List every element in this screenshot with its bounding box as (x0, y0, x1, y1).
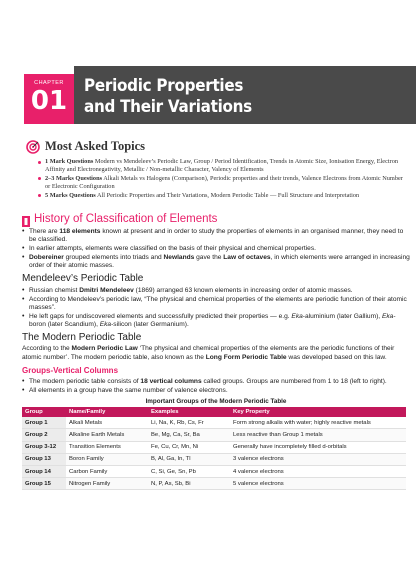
table-cell: 5 valence electrons (230, 478, 406, 490)
table-caption: Important Groups of the Modern Periodic Table (145, 397, 287, 405)
table-row (22, 441, 406, 453)
chapter-header (0, 66, 416, 124)
most-asked-topics (26, 139, 406, 200)
table-cell: 4 valence electrons (230, 465, 406, 477)
table-cell: Transition Elements (66, 441, 148, 453)
table-cell: Group 3-12 (22, 441, 66, 453)
groups-table (22, 407, 406, 491)
chapter-badge (24, 74, 74, 124)
chapter-title-line2: and Their Variations (84, 97, 252, 116)
column-header: Group (22, 407, 66, 417)
table-cell: Be, Mg, Ca, Sr, Ba (148, 429, 230, 441)
chapter-number: 01 (30, 86, 68, 116)
history-bullets (22, 228, 410, 270)
table-cell: Group 14 (22, 465, 66, 477)
chapter-title-line1: Periodic Properties (84, 76, 244, 95)
table-row (22, 453, 406, 465)
table-cell: Group 13 (22, 453, 66, 465)
table-cell: Generally have incompletely filled d-orbitals (230, 441, 406, 453)
list-item: • In earlier attempts, elements were classified on the basis of their physical and chemical properties. (22, 245, 410, 253)
chapter-title (84, 75, 252, 117)
column-header: Examples (148, 407, 230, 417)
table-row (22, 465, 406, 477)
groups-bullets (22, 378, 410, 395)
history-heading (22, 213, 410, 225)
table-row (22, 417, 406, 429)
table-cell: Less reactive than Group 1 metals (230, 429, 406, 441)
modern-table-title: The Modern Periodic Table (22, 332, 142, 344)
table-cell: Form strong alkalis with water; highly reactive metals (230, 417, 406, 429)
chapter-word: CHAPTER (34, 80, 64, 86)
column-header: Key Property (230, 407, 406, 417)
history-title: History of Classification of Elements (34, 213, 218, 225)
table-cell: Group 1 (22, 417, 66, 429)
table-cell: Li, Na, K, Rb, Cs, Fr (148, 417, 230, 429)
table-cell: Group 15 (22, 478, 66, 490)
most-asked-item: 1 Mark Questions Modern vs Mendeleev’s Periodic Law, Group / Period Identification, Trends in Atomic Size, Ionisation Energy, Electron Affinity and Electronegativity, Metallic / Non-metallic Character, Valency of Elements (38, 158, 406, 175)
table-header-row (22, 407, 406, 417)
most-asked-title: Most Asked Topics (45, 139, 146, 153)
target-icon (26, 140, 40, 154)
table-cell: B, Al, Ga, In, Tl (148, 453, 230, 465)
list-item: • Dobereiner grouped elements into triads and Newlands gave the Law of octaves, in which elements were arranged in increasing order of their atomic masses. (22, 254, 410, 270)
most-asked-item: 5 Marks Questions All Periodic Properties and Their Variations, Modern Periodic Table — Full Structure and Interpretation (38, 192, 406, 200)
table-cell: Nitrogen Family (66, 478, 148, 490)
mendeleev-title: Mendeleev’s Periodic Table (22, 273, 144, 285)
main-content (22, 213, 410, 490)
most-asked-item: 2–3 Marks Questions Alkali Metals vs Halogens (Comparison), Periodic properties and their trends, Valence Electrons from Atomic Number or Electronic Configuration (38, 175, 406, 192)
list-item: • All elements in a group have the same number of valence electrons. (22, 387, 410, 395)
table-cell: Carbon Family (66, 465, 148, 477)
bookmark-icon (22, 214, 30, 225)
table-cell: Alkali Metals (66, 417, 148, 429)
groups-title: Groups-Vertical Columns (22, 365, 119, 375)
mendeleev-bullets (22, 287, 410, 329)
list-item: • He left gaps for undiscovered elements and successfully predicted their properties — e.g. Eka-aluminium (later Gallium), Eka-boron (later Scandium), Eka-silicon (later Germanium). (22, 313, 410, 329)
table-cell: N, P, As, Sb, Bi (148, 478, 230, 490)
table-cell: C, Si, Ge, Sn, Pb (148, 465, 230, 477)
table-row (22, 429, 406, 441)
table-cell: Fe, Cu, Cr, Mn, Ni (148, 441, 230, 453)
list-item: • Russian chemist Dmitri Mendeleev (1869) arranged 63 known elements in increasing order of atomic masses. (22, 287, 410, 295)
list-item: • There are 118 elements known at present and in order to study the properties of elements in an organised manner, they need to be classified. (22, 228, 410, 244)
table-row (22, 478, 406, 490)
table-cell: Boron Family (66, 453, 148, 465)
column-header: Name/Family (66, 407, 148, 417)
list-item: • The modern periodic table consists of 18 vertical columns called groups. Groups are numbered from 1 to 18 (left to right). (22, 378, 410, 386)
list-item: • According to Mendeleev’s periodic law, “The physical and chemical properties of the elements are periodic function of their atomic masses”. (22, 296, 410, 312)
table-cell: 3 valence electrons (230, 453, 406, 465)
modern-law-paragraph: According to the Modern Periodic Law ‘The physical and chemical properties of the elements are the periodic functions of their atomic number’. The modern periodic table, also known as the Long Form Periodic Table was developed based on this law. (22, 345, 395, 361)
table-cell: Group 2 (22, 429, 66, 441)
table-cell: Alkaline Earth Metals (66, 429, 148, 441)
